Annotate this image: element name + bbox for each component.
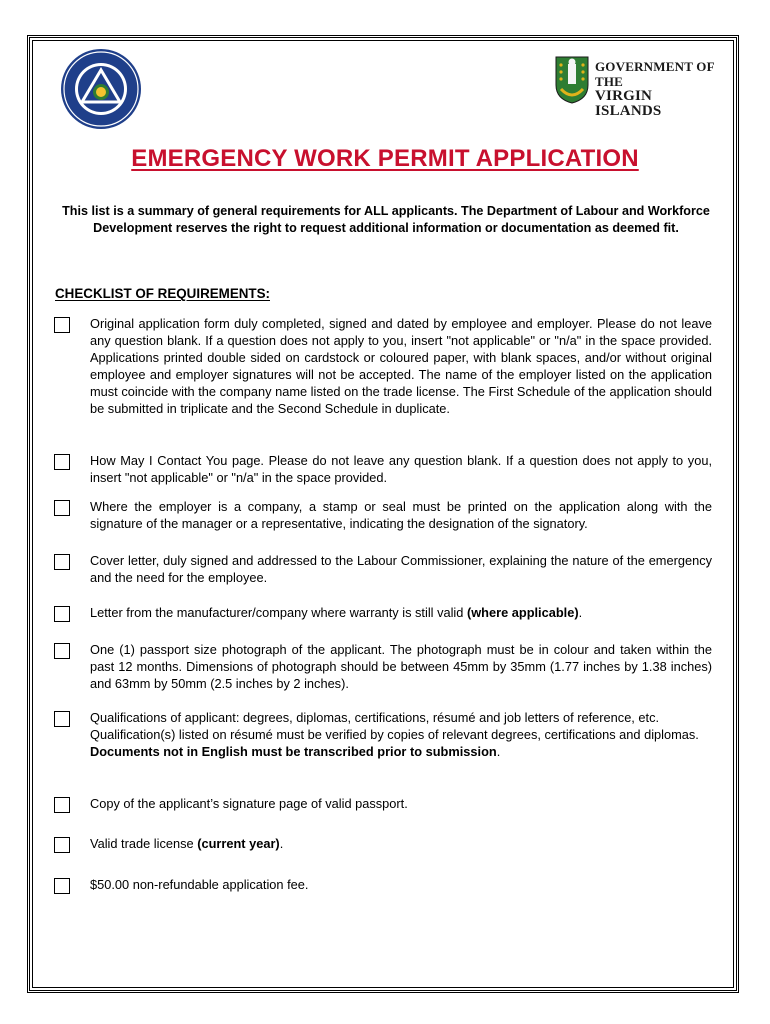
checklist-item-text: How May I Contact You page. Please do not leave any question blank. If a question does not apply to you, insert "not applicable" or "n/a" in the space provided. (90, 453, 712, 485)
checkbox-4[interactable] (54, 554, 70, 570)
checklist-item-text: Copy of the applicant’s signature page of valid passport. (90, 796, 408, 811)
intro-paragraph: This list is a summary of general requirements for ALL applicants. The Department of Labour and Workforce Development reserves the right to request additional information or documentation as deemed fit. (62, 204, 710, 235)
government-line2: VIRGIN ISLANDS (595, 88, 662, 119)
checklist-item-text: $50.00 non-refundable application fee. (90, 877, 309, 892)
checklist-item-text: Valid trade license (current year). (90, 836, 284, 851)
checkbox-10[interactable] (54, 878, 70, 894)
checklist-item-text: Letter from the manufacturer/company where warranty is still valid (where applicable). (90, 605, 583, 620)
checkbox-5[interactable] (54, 606, 70, 622)
checkbox-2[interactable] (54, 454, 70, 470)
document-title: EMERGENCY WORK PERMIT APPLICATION (131, 145, 639, 172)
government-name (595, 59, 718, 119)
checklist-item-text: Original application form duly completed, signed and dated by employee and employer. Please do not leave any question blank. If a question does not apply to you, insert "not applicable" or "n/a" in the space provided. Applications printed double sided on cardstock or coloured paper, with blank spaces, and/or without original employee and employer signatures will not be accepted. The name of the employer listed on the application must coincide with the company name listed on the trade license. The First Schedule of the application should be submitted in triplicate and the Second Schedule in duplicate. (90, 316, 712, 416)
checkbox-3[interactable] (54, 500, 70, 516)
checkbox-1[interactable] (54, 317, 70, 333)
checkbox-7[interactable] (54, 711, 70, 727)
checklist-item-text: One (1) passport size photograph of the applicant. The photograph must be in colour and taken within the past 12 months. Dimensions of photograph should be between 45mm by 35mm (1.77 inches by 1.38 inches) and 63mm by 50mm (2.5 inches by 2 inches). (90, 642, 712, 691)
checklist-heading: CHECKLIST OF REQUIREMENTS: (55, 286, 270, 301)
checklist-item-text: Where the employer is a company, a stamp or seal must be printed on the application along with the signature of the manager or a representative, indicating the designation of the signatory. (90, 499, 712, 531)
government-logo (553, 55, 718, 119)
checkbox-9[interactable] (54, 837, 70, 853)
virgin-islands-coat-of-arms-icon (553, 55, 591, 105)
government-line1: GOVERNMENT OF THE (595, 59, 715, 89)
department-of-labour-seal-icon (60, 48, 142, 130)
checkbox-8[interactable] (54, 797, 70, 813)
checkbox-6[interactable] (54, 643, 70, 659)
checklist-item-text: Qualifications of applicant: degrees, diplomas, certifications, résumé and job letters of reference, etc. Qualification(s) listed on résumé must be verified by copies of relevant degrees, certifications and diplomas. Documents not in English must be transcribed prior to submission. (90, 710, 699, 759)
checklist-item-text: Cover letter, duly signed and addressed to the Labour Commissioner, explaining the nature of the emergency and the need for the employee. (90, 553, 712, 585)
